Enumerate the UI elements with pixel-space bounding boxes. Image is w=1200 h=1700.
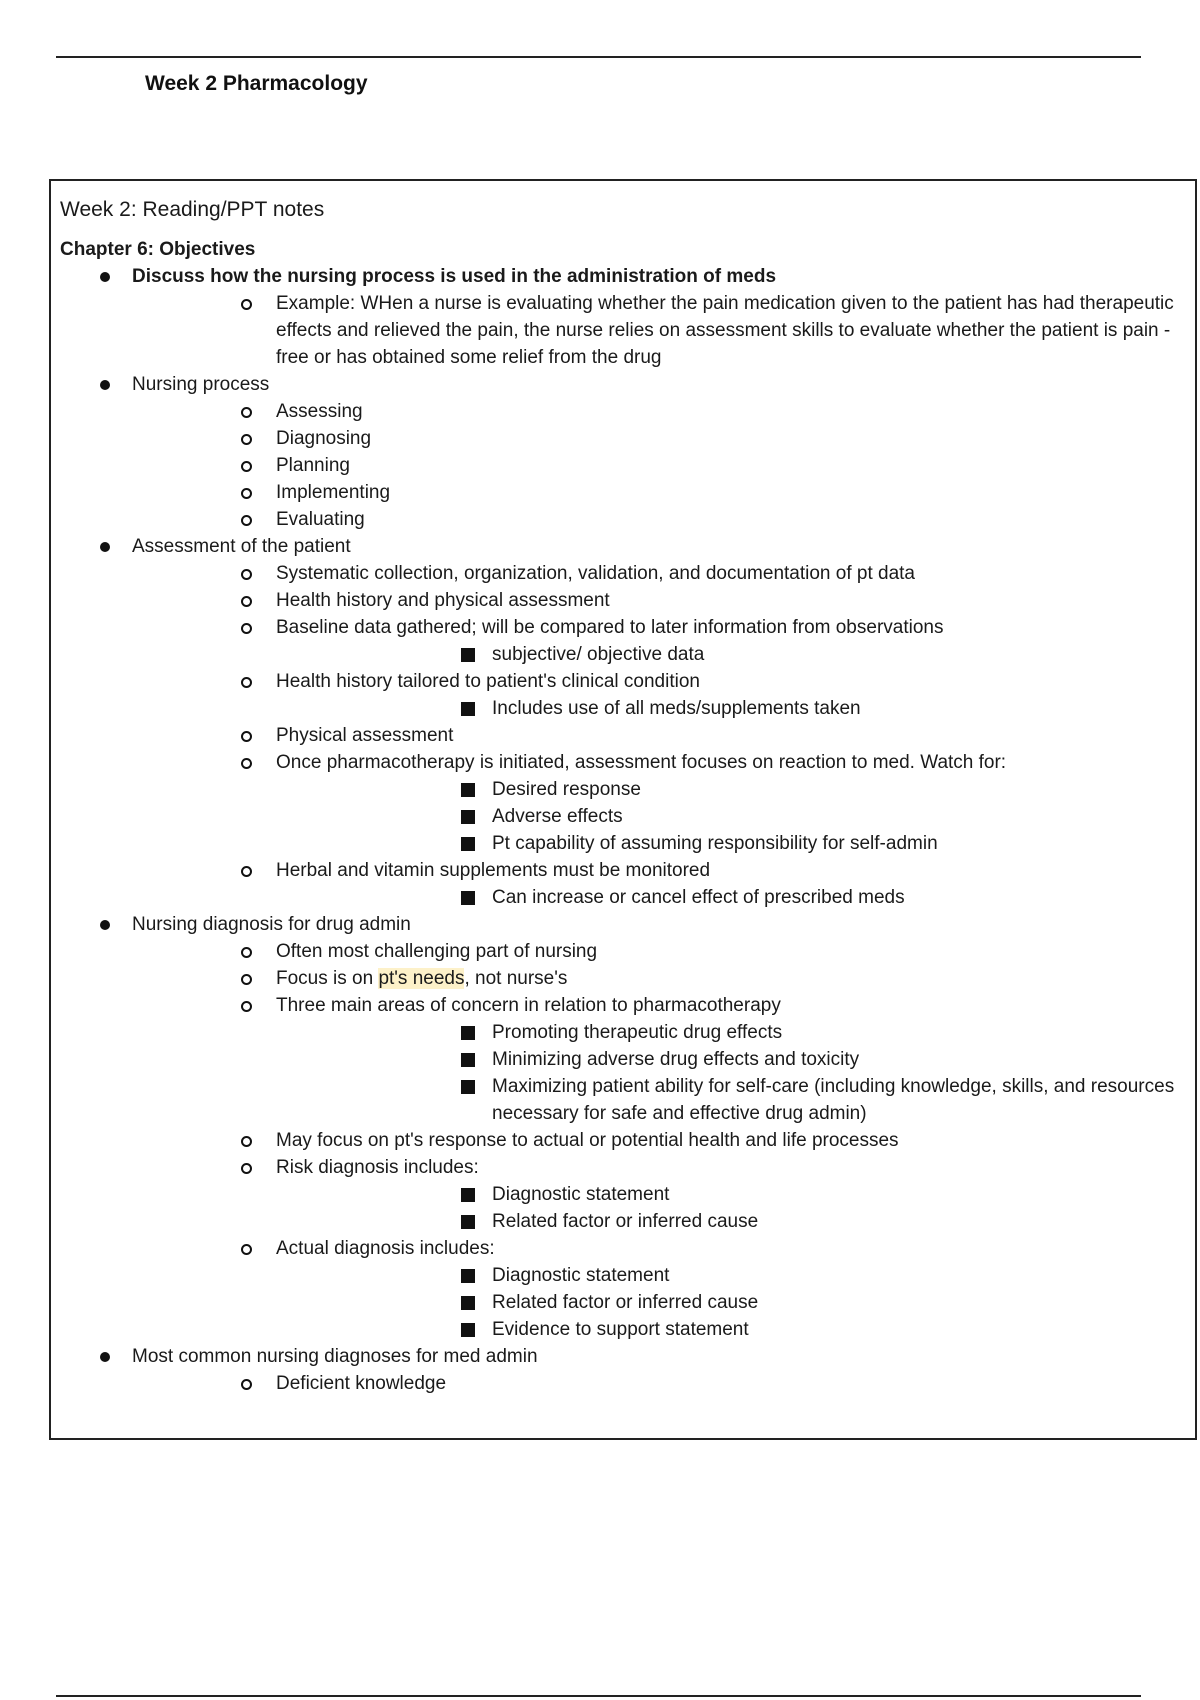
list-item [276,1181,1187,1208]
item-text: Most common nursing diagnoses for med admin [132,1346,538,1367]
list-item [132,560,1187,587]
list-item [276,776,1187,803]
list-item [132,1127,1187,1154]
list-item [132,992,1187,1127]
item-text: Actual diagnosis includes: [276,1238,495,1259]
bullet-circle-icon [241,596,252,607]
bullet-square-icon [461,1053,475,1067]
list-item [132,749,1187,857]
list-item [276,830,1187,857]
item-text: Evidence to support statement [492,1319,749,1340]
list-item [132,1154,1187,1235]
item-text: Assessment of the patient [132,536,351,557]
list-item [60,911,1187,1343]
bullet-square-icon [461,810,475,824]
bullet-circle-icon [241,1163,252,1174]
list-item [132,965,1187,992]
bullet-circle-icon [241,623,252,634]
bullet-circle-icon [241,974,252,985]
bullet-circle-icon [241,434,252,445]
list-item [60,533,1187,911]
list-item [132,506,1187,533]
bullet-square-icon [461,891,475,905]
highlighted-text: pt's needs [378,968,465,989]
item-text: Diagnostic statement [492,1184,670,1205]
item-text: Once pharmacotherapy is initiated, assessment focuses on reaction to med. Watch for: [276,752,1007,773]
bullet-disc-icon [100,272,110,282]
bullet-disc-icon [100,920,110,930]
list-item [132,398,1187,425]
item-text: Promoting therapeutic drug effects [492,1022,783,1043]
bullet-square-icon [461,783,475,797]
list-item [132,1370,1187,1397]
item-text: Can increase or cancel effect of prescribed meds [492,887,905,908]
bullet-square-icon [461,1296,475,1310]
item-text: Discuss how the nursing process is used in the administration of meds [132,266,777,287]
bullet-square-icon [461,1269,475,1283]
list-item [60,1343,1187,1397]
list-item [276,1073,1187,1127]
item-text: May focus on pt's response to actual or potential health and life processes [276,1130,899,1151]
item-text: Diagnosing [276,428,372,449]
list-item [132,668,1187,722]
item-text: Systematic collection, organization, validation, and documentation of pt data [276,563,915,584]
item-text: Physical assessment [276,725,454,746]
footer-rule [56,1695,1141,1697]
bullet-square-icon [461,837,475,851]
item-text: Nursing process [132,374,270,395]
bullet-circle-icon [241,1001,252,1012]
outline-list [60,263,1187,1397]
bullet-disc-icon [100,380,110,390]
item-text: Health history tailored to patient's clinical condition [276,671,700,692]
list-item [276,803,1187,830]
bullet-circle-icon [241,407,252,418]
item-text: Related factor or inferred cause [492,1211,759,1232]
list-item [276,695,1187,722]
bullet-disc-icon [100,1352,110,1362]
item-text: Herbal and vitamin supplements must be monitored [276,860,711,881]
bullet-circle-icon [241,947,252,958]
list-item [60,263,1187,371]
list-item [276,1208,1187,1235]
list-item [132,938,1187,965]
header-rule [56,56,1141,58]
list-item [276,1262,1187,1289]
notes-heading: Week 2: Reading/PPT notes [60,198,325,221]
list-item [132,290,1187,371]
item-text: Evaluating [276,509,365,530]
bullet-square-icon [461,1323,475,1337]
list-item [276,884,1187,911]
bullet-circle-icon [241,731,252,742]
item-text: Adverse effects [492,806,623,827]
bullet-square-icon [461,1026,475,1040]
list-item [132,1235,1187,1343]
bullet-circle-icon [241,299,252,310]
list-item [132,614,1187,668]
item-text: Three main areas of concern in relation to pharmacotherapy [276,995,781,1016]
section-title: Chapter 6: Objectives [60,239,256,260]
item-text: Desired response [492,779,641,800]
bullet-square-icon [461,648,475,662]
bullet-circle-icon [241,758,252,769]
list-item [132,479,1187,506]
notes-box [49,179,1197,1440]
list-item [132,425,1187,452]
item-text: Baseline data gathered; will be compared to later information from observations [276,617,944,638]
item-text: Health history and physical assessment [276,590,610,611]
bullet-square-icon [461,1188,475,1202]
item-text: Nursing diagnosis for drug admin [132,914,411,935]
bullet-square-icon [461,1080,475,1094]
item-text: Implementing [276,482,391,503]
item-text-before: Focus is on [276,968,379,989]
bullet-circle-icon [241,488,252,499]
bullet-square-icon [461,702,475,716]
bullet-disc-icon [100,542,110,552]
list-item [276,1046,1187,1073]
item-text: Pt capability of assuming responsibility for self-admin [492,833,938,854]
item-text: Planning [276,455,350,476]
bullet-circle-icon [241,1379,252,1390]
list-item [132,722,1187,749]
item-text: Assessing [276,401,363,422]
list-item [132,857,1187,911]
bullet-circle-icon [241,515,252,526]
item-text-after: , not nurse's [464,968,568,989]
bullet-circle-icon [241,677,252,688]
list-item [276,1289,1187,1316]
bullet-circle-icon [241,866,252,877]
item-text: Maximizing patient ability for self-care (including knowledge, skills, and resources necessary for safe and effective drug admin) [492,1076,1175,1124]
item-text: Risk diagnosis includes: [276,1157,479,1178]
item-text: Diagnostic statement [492,1265,670,1286]
bullet-circle-icon [241,1136,252,1147]
bullet-circle-icon [241,569,252,580]
item-text: subjective/ objective data [492,644,705,665]
item-text: Example: WHen a nurse is evaluating whether the pain medication given to the patient has had therapeutic effects and relieved the pain, the nurse relies on assessment skills to evaluate whether the patient is pain -free or has obtained some relief from the drug [276,293,1174,368]
bullet-circle-icon [241,1244,252,1255]
bullet-square-icon [461,1215,475,1229]
bullet-circle-icon [241,461,252,472]
list-item [132,587,1187,614]
list-item [276,1019,1187,1046]
list-item [276,1316,1187,1343]
item-text: Includes use of all meds/supplements taken [492,698,861,719]
item-text: Often most challenging part of nursing [276,941,598,962]
list-item [276,641,1187,668]
item-text: Related factor or inferred cause [492,1292,759,1313]
item-text: Minimizing adverse drug effects and toxicity [492,1049,860,1070]
list-item [132,452,1187,479]
document-title: Week 2 Pharmacology [145,72,368,95]
item-text: Deficient knowledge [276,1373,447,1394]
list-item [60,371,1187,533]
